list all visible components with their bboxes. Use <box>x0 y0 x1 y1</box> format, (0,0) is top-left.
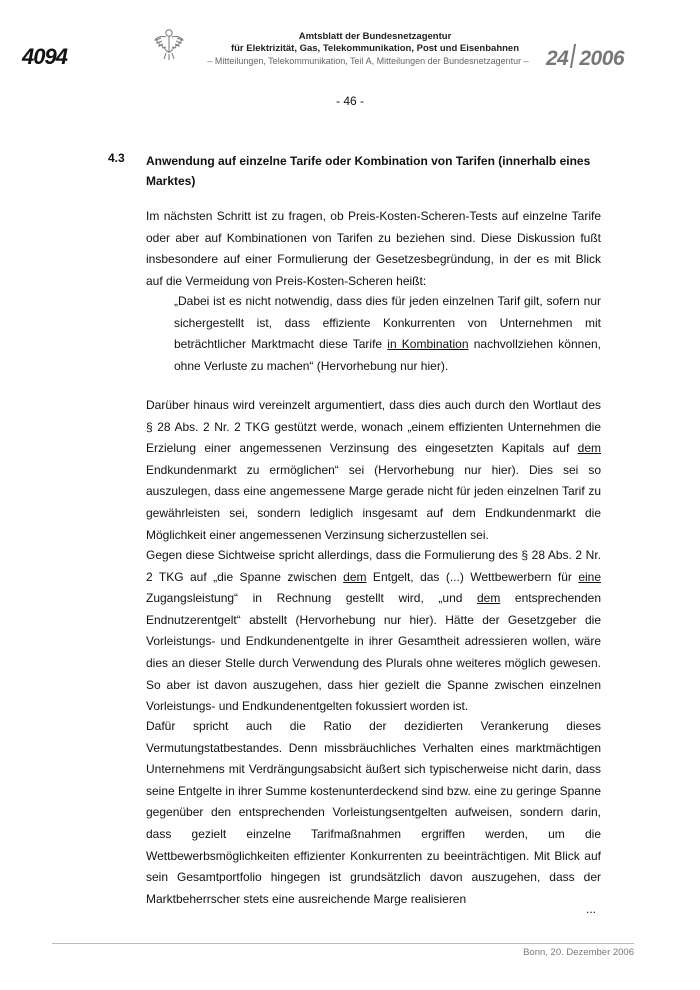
issue-year: 2006 <box>579 47 625 70</box>
quote-text-a: „Dabei ist es nicht notwendig, dass dies für jeden einzelnen Tarif gilt, sofern nur sichergestellt ist, dass effiziente Konkurrenten von Unternehmen mit beträchtlicher Marktmacht diese Tarife <box>174 294 601 352</box>
page-number: 4094 <box>22 44 67 69</box>
issue-separator <box>570 44 576 68</box>
section-number: 4.3 <box>108 151 125 165</box>
footer-date: Bonn, 20. Dezember 2006 <box>523 947 634 958</box>
p2-text-b: Endkundenmarkt zu ermöglichen“ sei (Hervorhebung nur hier). Dies sei so auszulegen, dass eine angemessene Marge gerade nicht für jeden einzelnen Tarif zu gewährleisten sei, sondern lediglich insgesamt auf dem Endkundenmarkt die Möglichkeit einer angemessenen Verzinsung sicherzustellen sei. <box>146 462 601 542</box>
issue-number: 24 <box>546 47 569 70</box>
paragraph-2 <box>146 395 601 546</box>
header-title-line2: für Elektrizität, Gas, Telekommunikation, Post und Eisenbahnen <box>230 43 520 54</box>
page-center-number: - 46 - <box>335 94 364 108</box>
quote-underline: in Kombination <box>387 337 469 352</box>
paragraph-1: Im nächsten Schritt ist zu fragen, ob Preis-Kosten-Scheren-Tests auf einzelne Tarife oder aber auf Kombinationen von Tarifen zu beziehen sind. Diese Diskussion fußt insbesondere auf einer Formulierung der Gesetzesbegründung, in der es mit Blick auf die Vermeidung von Preis-Kosten-Scheren heißt: <box>146 209 601 288</box>
footer-divider <box>52 943 634 944</box>
p2-text-a: Darüber hinaus wird vereinzelt argumentiert, dass dies auch durch den Wortlaut des § 28 Abs. 2 Nr. 2 TKG gestützt werde, wonach „einem effizienten Unternehmen die Erzielung einer angemessenen Verzinsung des eingesetzten Kapitals auf <box>146 398 601 456</box>
p3-text-b: Entgelt, das (...) Wettbewerbern für <box>366 569 579 584</box>
quote-text-b: nachvollziehen können, ohne Verluste zu machen“ (Hervorhebung nur hier). <box>174 337 601 373</box>
header-subtitle: – Mitteilungen, Telekommunikation, Teil A, Mitteilungen der Bundesnetzagentur – <box>207 56 529 66</box>
p3-text-a: Gegen diese Sichtweise spricht allerdings, dass die Formulierung des § 28 Abs. 2 Nr. 2 TKG auf „die Spanne zwischen <box>146 548 601 584</box>
paragraph-3 <box>146 545 601 718</box>
paragraph-4: Dafür spricht auch die Ratio der dezidierten Verankerung dieses Vermutungstatbestandes. Denn missbräuchliches Verhalten eines marktmächtigen Unternehmens mit Verdrängungsabsicht äußert sich typischerweise nicht darin, dass seine Entgelte in ihrer Summe kostenunterdeckend sind bzw. eine zu geringe Spanne gegenüber den entsprechenden Vorleistungsentgelten aufweisen, sondern darin, dass gezielt einzelne Tarifmaßnahmen ergriffen werden, um die Wettbewerbsmöglichkeiten effizienter Konkurrenten zu beeinträchtigen. Mit Blick auf sein Gesamtportfolio hingegen ist grundsätzlich davon auszugehen, dass der Marktbeherrscher stets eine ausreichende Marge realisieren <box>146 719 601 906</box>
p3-text-c: Zugangsleistung“ in Rechnung gestellt wird, „und <box>146 591 477 606</box>
section-title: Anwendung auf einzelne Tarife oder Kombination von Tarifen (innerhalb eines Marktes) <box>146 154 591 188</box>
p2-underline: dem <box>577 441 601 456</box>
p3-underline-2: eine <box>578 569 601 584</box>
p3-underline-1: dem <box>343 569 367 584</box>
quote-block <box>174 291 601 377</box>
issue-label <box>546 44 624 71</box>
p3-underline-3: dem <box>477 591 501 606</box>
p3-text-d: entsprechenden Endnutzerentgelt“ abstellt (Hervorhebung nur hier). Hätte der Gesetzgeber die Vorleistungs- und Endkundenentgelte in ihrer Gesamtheit adressieren wollen, wäre dies an dieser Stelle durch Verwendung des Plurals ohne weiteres möglich gewesen. So aber ist davon auszugehen, dass hier gezielt die Spanne zwischen einzelnen Vorleistungs- und Endkundenentgelten fokussiert worden ist. <box>146 591 601 714</box>
continuation-marker: ... <box>586 902 597 916</box>
header-title-line1: Amtsblatt der Bundesnetzagentur <box>298 31 452 42</box>
